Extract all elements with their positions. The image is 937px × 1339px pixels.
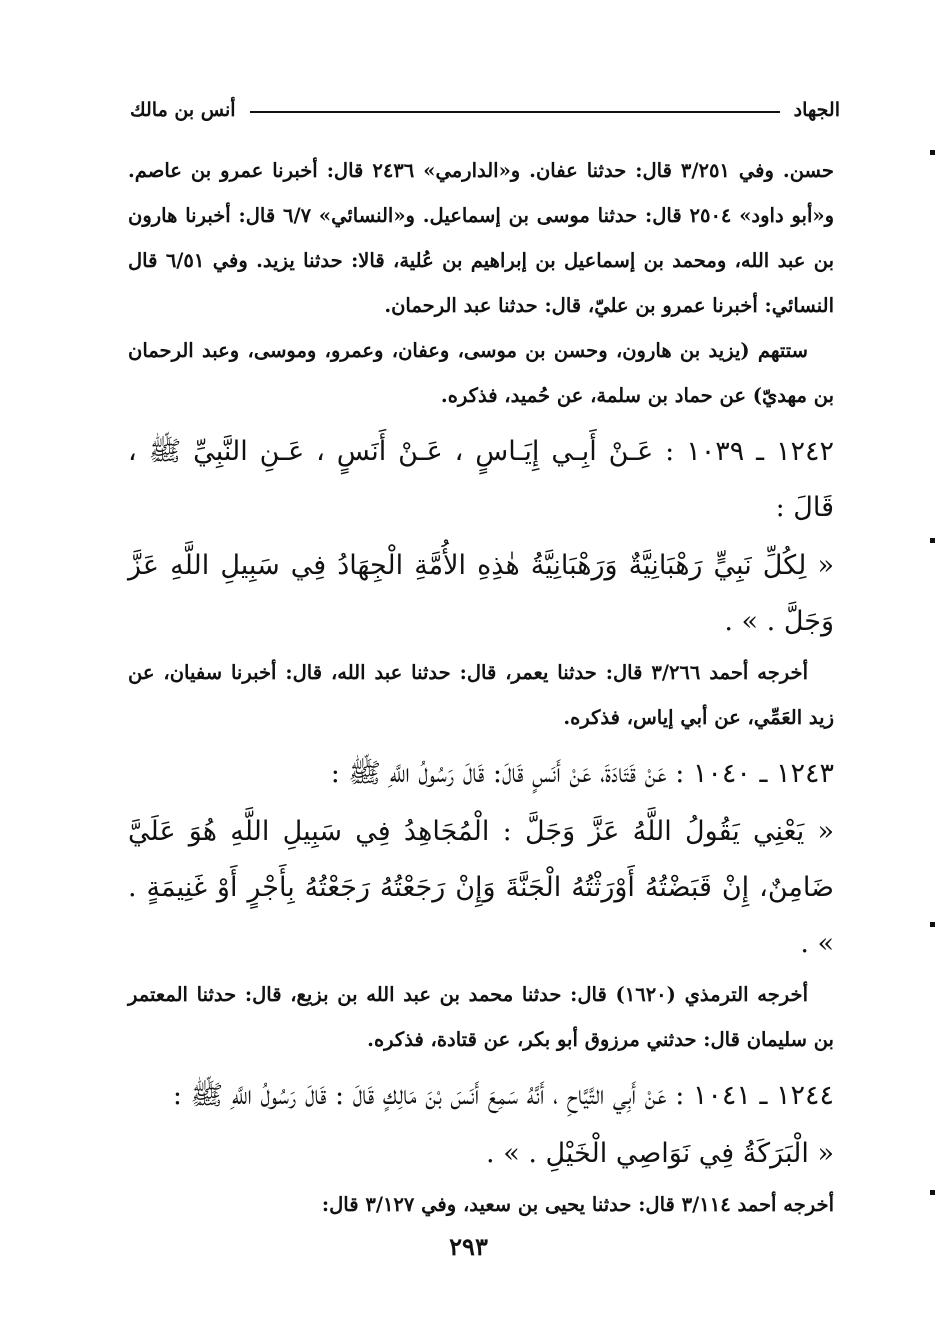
hadith-heading: ١٢٤٢ ـ ١٠٣٩ : عَـنْ أَبِـي إِيَـاسٍ ، عَـنْ أَنَسٍ ، عَـنِ النَّبِيِّ ﷺ ، قَالَ : [128,436,834,523]
hadith-text: « لِكُلِّ نَبِيٍّ رَهْبَانِيَّةٌ وَرَهْبَانِيَّةُ هٰذِهِ الأُمَّةِ الْجِهَادُ فِي سَبِيلِ اللَّهِ عَزَّ وَجَلَّ . » . [128,550,834,637]
takhrij-paragraph: أخرجه أحمد ٣/١١٤ قال: حدثنا يحيى بن سعيد، وفي ٣/١٢٧ قال: [321,1193,834,1216]
takhrij-paragraph: ستتهم (يزيد بن هارون، وحسن بن موسى، وعفان، وعمرو، وموسى، وعبد الرحمان بن مهديّ) عن حماد بن سلمة، عن حُميد، فذكره. [128,339,834,407]
scan-margin-mark [930,922,935,927]
takhrij-paragraph: أخرجه أحمد ٣/٢٦٦ قال: حدثنا يعمر، قال: حدثنا عبد الله، قال: أخبرنا سفيان، عن زيد العَمِّي، عن أبي إياس، فذكره. [128,661,834,729]
hadith-heading: ١٢٤٣ ـ ١٠٤٠ : عَنْ قَتَادَةَ، عَنْ أَنَسٍ قَالَ: قَالَ رَسُولُ اللَّهِ ﷺ : [330,758,834,789]
scan-margin-mark [930,1190,935,1195]
scan-margin-mark [930,150,935,155]
header-narrator-title: أنس بن مالك [130,99,236,121]
page-number: ٢٩٣ [449,1232,488,1261]
takhrij-paragraph: أخرجه الترمذي (١٦٢٠) قال: حدثنا محمد بن عبد الله بن بزيع، قال: حدثنا المعتمر بن سليمان قال: حدثني مرزوق أبو بكر، عن قتادة، فذكره. [128,983,834,1051]
hadith-heading: ١٢٤٤ ـ ١٠٤١ : عَنْ أَبِي التَّيَّاحِ ، أَنَّهُ سَمِعَ أَنَسَ بْنَ مَالِكٍ قَالَ : قَالَ رَسُولُ اللَّهِ ﷺ : [172,1080,834,1111]
takhrij-paragraph: حسن. وفي ٣/٢٥١ قال: حدثنا عفان. و«الدارمي» ٢٤٣٦ قال: أخبرنا عمرو بن عاصم. و«أبو داود» ٢٥٠٤ قال: حدثنا موسى بن إسماعيل. و«النسائي» ٦/٧ قال: أخبرنا هارون بن عبد الله، ومحمد بن إسماعيل بن إبراهيم بن عُلية، قالا: حدثنا يزيد. وفي ٦/٥١ قال النسائي: أخبرنا عمرو بن عليّ، قال: حدثنا عبد الرحمان. [128,159,834,317]
hadith-text: « يَعْنِي يَقُولُ اللَّهُ عَزَّ وَجَلَّ : الْمُجَاهِدُ فِي سَبِيلِ اللَّهِ هُوَ عَلَيَّ ضَامِنٌ، إِنْ قَبَضْتُهُ أَوْرَثْتُهُ الْجَنَّةَ وَإِنْ رَجَعْتُهُ رَجَعْتُهُ بِأَجْرٍ أَوْ غَنِيمَةٍ . » . [128,816,834,959]
page-body [128,148,834,1227]
scan-margin-mark [930,538,935,543]
running-header [130,90,840,130]
header-rule [250,111,780,113]
header-chapter-title: الجهاد [793,99,840,121]
hadith-text: « الْبَرَكَةُ فِي نَوَاصِي الْخَيْلِ . » . [486,1138,834,1169]
